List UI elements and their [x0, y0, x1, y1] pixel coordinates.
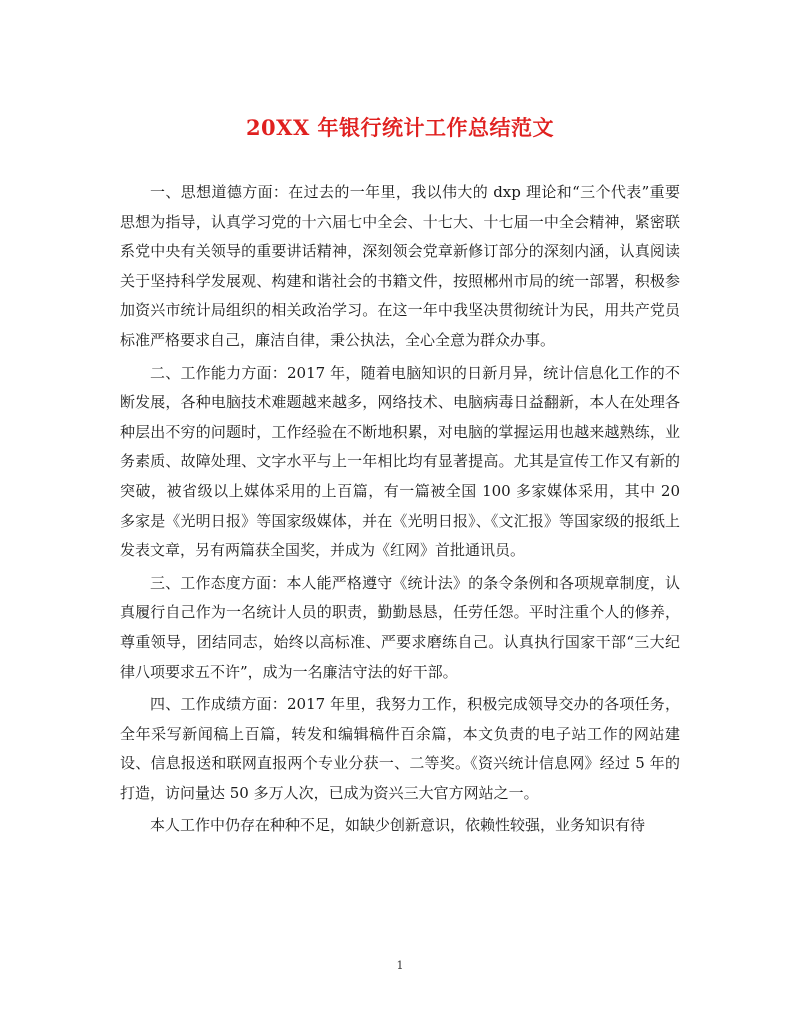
- paragraph-ideology: 一、思想道德方面：在过去的一年里，我以伟大的 dxp 理论和“三个代表”重要思想为指导，认真学习党的十六届七中全会、十七大、十七届一中全会精神，紧密联系党中央有关领导的重要讲话精神，深刻领会党章新修订部分的深刻内涵，认真阅读关于坚持科学发展观、构建和谐社会的书籍文件，按照郴州市局的统一部署，积极参加资兴市统计局组织的相关政治学习。在这一年中我坚决贯彻统计为民，用共产党员标准严格要求自己，廉洁自律，秉公执法，全心全意为群众办事。: [120, 183, 680, 349]
- paragraph-ability: 二、工作能力方面：2017 年，随着电脑知识的日新月异，统计信息化工作的不断发展，各种电脑技术难题越来越多，网络技术、电脑病毒日益翻新，本人在处理各种层出不穷的问题时，工作经验在不断地积累，对电脑的掌握运用也越来越熟练，业务素质、故障处理、文字水平与上一年相比均有显著提高。尤其是宣传工作又有新的突破，被省级以上媒体采用的上百篇，有一篇被全国 100 多家媒体采用，其中 20 多家是《光明日报》等国家级媒体，并在《光明日报》、《文汇报》等国家级的报纸上发表文章，另有两篇获全国奖，并成为《红网》首批通讯员。: [120, 363, 680, 560]
- paragraph-shortcomings: 本人工作中仍存在种种不足，如缺少创新意识，依赖性较强，业务知识有待: [150, 816, 646, 835]
- paragraph-attitude: 三、工作态度方面：本人能严格遵守《统计法》的条令条例和各项规章制度，认真履行自己作为一名统计人员的职责，勤勤恳恳，任劳任怨。平时注重个人的修养，尊重领导，团结同志，始终以高标准、严要求磨练自己。认真执行国家干部“三大纪律八项要求五不许”，成为一名廉洁守法的好干部。: [120, 573, 680, 681]
- page-number: 1: [396, 959, 404, 972]
- paragraph-achievements: 四、工作成绩方面：2017 年里，我努力工作，积极完成领导交办的各项任务，全年采写新闻稿上百篇，转发和编辑稿件百余篇，本文负责的电子站工作的网站建设、信息报送和联网直报两个专业分获一、二等奖。《资兴统计信息网》经过 5 年的打造，访问量达 50 多万人次，已成为资兴三大官方网站之一。: [120, 695, 680, 802]
- document-title: 20XX 年银行统计工作总结范文: [245, 115, 555, 140]
- document-body: [120, 178, 680, 844]
